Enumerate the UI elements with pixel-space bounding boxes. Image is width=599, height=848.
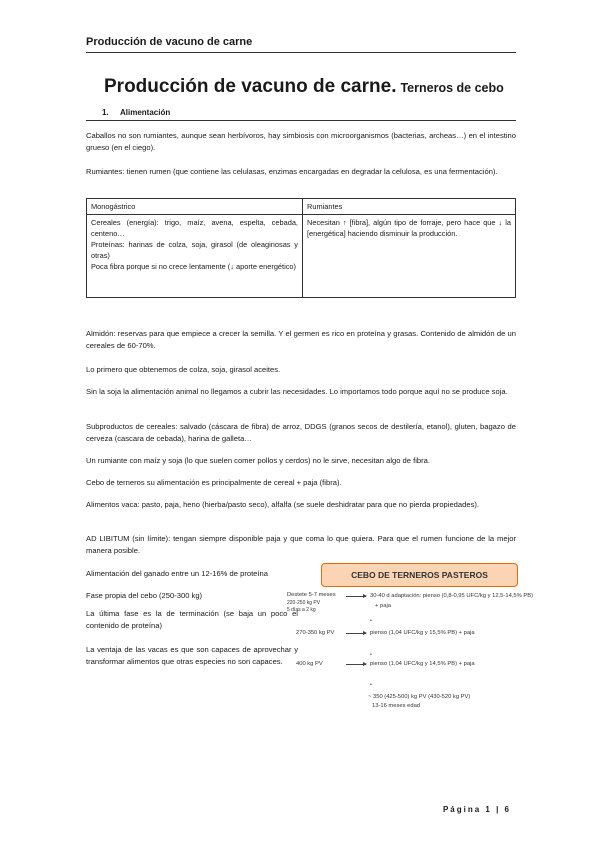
section-heading (86, 108, 516, 121)
section-label: Alimentación (120, 108, 171, 117)
table-header-cell: Monogástrico (87, 199, 303, 215)
page-number: Página 1 | 6 (442, 805, 511, 814)
paragraph: La última fase es la de terminación (se baja un poco el contenido de proteína) (86, 609, 298, 630)
table-header-cell: Rumiantes (303, 199, 516, 215)
cell-line: Cereales (energía): trigo, maíz, avena, espelta, cebada, centeno… (91, 218, 298, 238)
arrow-icon (346, 596, 366, 597)
bullet-mark-icon: • (370, 618, 372, 624)
diagram-label: 220-250 kg PV (287, 600, 321, 606)
table-header-row (87, 199, 516, 215)
paragraph: AD LIBITUM (sin límite): tengan siempre disponible paja y que coma lo que quiera. Para que el rumen funcione de la mejor manera posible. (86, 534, 516, 555)
paragraph: Subproductos de cereales: salvado (cáscara de fibra) de arroz, DDGS (granos secos de destilería, etanol), gluten, bagazo de cerveza (cascara de cebada), harina de galleta… (86, 422, 516, 443)
diagram-label: pienso (1,04 UFC/kg y 15,5% PB) + paja (370, 630, 475, 636)
arrow-icon (346, 664, 366, 665)
paragraph: Sin la soja la alimentación animal no llegamos a cubrir las necesidades. Lo importamos todo porque aquí no se produce soja. (86, 387, 508, 396)
diagram-label: 5 días a 2 kg (287, 607, 316, 613)
table-row (87, 215, 516, 298)
paragraph: Un rumiante con maíz y soja (lo que suelen comer pollos y cerdos) no le sirve, necesitan algo de fibra. (86, 456, 430, 465)
diagram-label: ~ 350 (425-500) kg PV (430-520 kg PV) (368, 694, 471, 700)
arrow-icon (346, 633, 366, 634)
running-header: Producción de vacuno de carne (86, 36, 253, 48)
title-subtitle: Terneros de cebo (400, 81, 504, 95)
bullet-mark-icon: • (370, 652, 372, 658)
bullet-mark-icon: • (370, 682, 372, 688)
diagram-label: + paja (375, 603, 391, 609)
paragraph: Alimentos vaca: pasto, paja, heno (hierba/pasto seco), alfalfa (se suele deshidratar para que no pierda propiedades). (86, 500, 480, 509)
paragraph: La ventaja de las vacas es que son capaces de aprovechar y transformar alimentos que otras especies no son capaces. (86, 645, 298, 666)
cell-line: Poca fibra porque si no crece lentamente (↓ aporte energético) (91, 262, 296, 271)
diagram-label: 30-40 d adaptación: pienso (0,8-0,95 UFC/kg y 12,5-14,5% PB) (370, 593, 534, 599)
diagram-label: 400 kg PV (296, 661, 323, 667)
document-title (104, 76, 504, 98)
header-rule (86, 52, 516, 53)
diagram-label: Destete 5-7 meses (287, 592, 336, 598)
diagram-label: 270-350 kg PV (296, 630, 335, 636)
paragraph: Lo primero que obtenemos de colza, soja, girasol aceites. (86, 365, 281, 374)
paragraph: Alimentación del ganado entre un 12-16% de proteína (86, 569, 268, 578)
paragraph: Cebo de terneros su alimentación es principalmente de cereal + paja (fibra). (86, 478, 342, 487)
paragraph: Caballos no son rumiantes, aunque sean herbívoros, hay simbiosis con microorganismos (bacterias, archeas…) en el intestino grueso (en el ciego). (86, 131, 516, 152)
paragraph: Rumiantes: tienen rumen (que contiene las celulasas, enzimas encargadas en degradar la celulosa, es una fermentación). (86, 167, 498, 176)
paragraph: Fase propia del cebo (250-300 kg) (86, 591, 203, 600)
paragraph: Almidón: reservas para que empiece a crecer la semilla. Y el germen es rico en proteína y grasas. Contenido de almidón de un cereales de 60-70%. (86, 329, 516, 350)
table-cell-rumiantes: Necesitan ↑ [fibra], algún tipo de forraje, pero hace que ↓ la [energética] haciendo disminuir la producción. (303, 215, 516, 298)
table-cell-monogastrico (87, 215, 303, 298)
diagram-label: pienso (1,04 UFC/kg y 14,5% PB) + paja (370, 661, 475, 667)
title-main: Producción de vacuno de carne. (104, 76, 397, 97)
cell-line: Proteínas: harinas de colza, soja, girasol (de oleaginosas y otras) (91, 240, 298, 260)
diagram-label: 13-16 meses edad (372, 703, 421, 709)
comparison-table (86, 198, 516, 298)
cebo-title-box: CEBO DE TERNEROS PASTEROS (321, 563, 518, 587)
section-number: 1. (102, 108, 109, 117)
